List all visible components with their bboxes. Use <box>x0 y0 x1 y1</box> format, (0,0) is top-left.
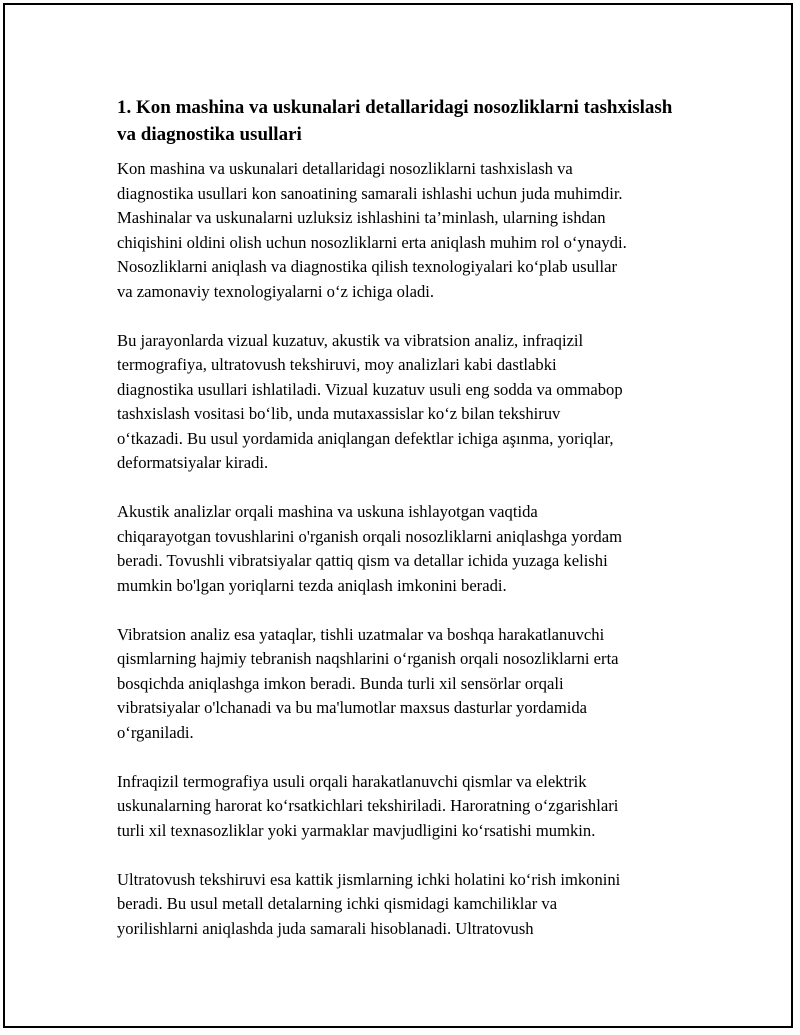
paragraph-intro: Kon mashina va uskunalari detallaridagi nosozliklarni tashxislash va diagnostika usullari kon sanoatining samarali ishlashi uchun juda muhimdir. Mashinalar va uskunalarni uzluksiz ishlashini ta’minlash, ularning ishdan chiqishini oldini olish uchun nosozliklarni erta aniqlash muhim rol o‘ynaydi. Nosozliklarni aniqlash va diagnostika qilish texnologiyalari ko‘plab usullar va zamonaviy texnologiyalarni o‘z ichiga oladi. <box>117 159 627 301</box>
paragraph-vibration: Vibratsion analiz esa yataqlar, tishli uzatmalar va boshqa harakatlanuvchi qismlarning hajmiy tebranish naqshlarini o‘rganish orqali nosozliklarni erta bosqichda aniqlashga imkon beradi. Bunda turli xil sensörlar orqali vibratsiyalar o'lchanadi va bu ma'lumotlar maxsus dasturlar yordamida o‘rganiladi. <box>117 624 619 742</box>
paragraph-acoustic: Akustik analizlar orqali mashina va uskuna ishlayotgan vaqtida chiqarayotgan tovushlarini o'rganish orqali nosozliklarni aniqlashga yordam beradi. Tovushli vibratsiyalar qattiq qism va detallar ichida yuzaga kelishi mumkin bo'lgan yoriqlarni tezda aniqlash imkonini beradi. <box>117 502 622 595</box>
paragraph-thermography: Infraqizil termografiya usuli orqali harakatlanuvchi qismlar va elektrik uskunalarning harorat ko‘rsatkichlari tekshiriladi. Haroratning o‘zgarishlari turli xil texnasozliklar yoki yarmaklar mavjudligini ko‘rsatishi mumkin. <box>117 771 619 840</box>
section-heading: 1. Kon mashina va uskunalari detallaridagi nosozliklarni tashxislash va diagnostika usullari <box>117 97 673 145</box>
paragraph-ultrasound: Ultratovush tekshiruvi esa kattik jismlarning ichki holatini ko‘rish imkonini beradi. Bu usul metall detalarning ichki qismidagi kamchiliklar va yorilishlarni aniqlashda juda samarali hisoblanadi. Ultratovush <box>117 869 621 938</box>
paragraph-methods: Bu jarayonlarda vizual kuzatuv, akustik va vibratsion analiz, infraqizil termografiya, ultratovush tekshiruvi, moy analizlari kabi dastlabki diagnostika usullari ishlatiladi. Vizual kuzatuv usuli eng sodda va ommabop tashxislash vositasi bo‘lib, unda mutaxassislar ko‘z bilan tekshiruv o‘tkazadi. Bu usul yordamida aniqlangan defektlar ichiga aşınma, yoriqlar, deformatsiyalar kiradi. <box>117 330 623 472</box>
document-body <box>117 94 682 966</box>
